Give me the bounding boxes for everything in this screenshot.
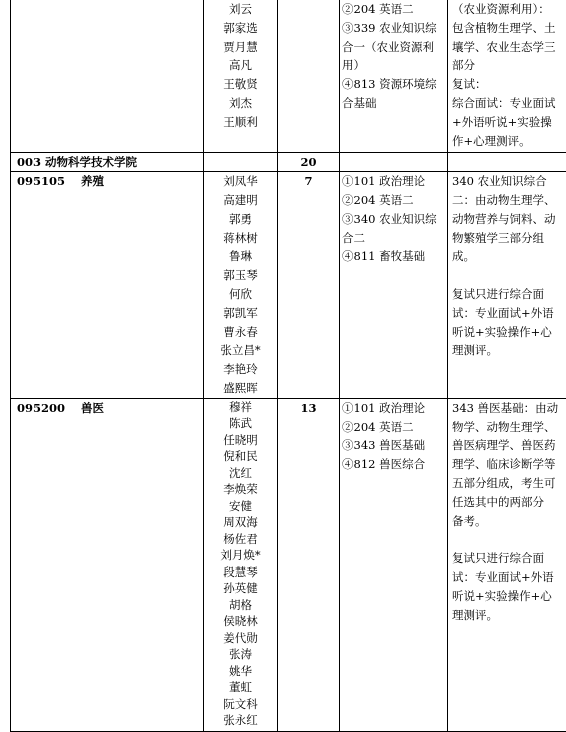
supervisor-name: 郭家选 [204, 19, 277, 38]
supervisor-name: 姚华 [204, 663, 277, 680]
exam-subjects-cell [340, 172, 448, 399]
major-code: 095200 [17, 401, 65, 415]
supervisor-name: 姜代勋 [204, 630, 277, 647]
note-line: 340 农业知识综合 [452, 172, 564, 191]
note-line: 物繁殖学三部分组 [452, 229, 564, 248]
quota-cell [278, 172, 340, 399]
exam-subjects-cell [340, 398, 448, 731]
supervisors-cell [204, 0, 278, 152]
supervisor-name: 郭凯军 [204, 304, 277, 323]
exam-subject: 合二 [342, 229, 445, 248]
note-line: 理学、临床诊断学等 [452, 455, 564, 474]
note-line: 包含植物生理学、土 [452, 19, 564, 38]
note-line: 试：专业面试+外语 [452, 304, 564, 323]
supervisor-name: 陈武 [204, 415, 277, 432]
supervisor-name: 王顺利 [204, 113, 277, 132]
supervisor-name: 穆祥 [204, 399, 277, 416]
table-row [11, 172, 566, 399]
exam-subject: 合一（农业资源利 [342, 38, 445, 57]
supervisor-name: 高建明 [204, 191, 277, 210]
major-title: 兽医 [81, 401, 104, 415]
table-row [11, 398, 566, 731]
supervisor-name: 周双海 [204, 514, 277, 531]
supervisor-name: 何欣 [204, 285, 277, 304]
major-code: 095105 [17, 174, 65, 188]
supervisor-name: 蒋林树 [204, 229, 277, 248]
exam-subject: ④812 兽医综合 [342, 455, 445, 474]
notes-cell [448, 398, 566, 731]
note-line: 壤学、农业生态学三 [452, 38, 564, 57]
supervisor-name: 阮文科 [204, 696, 277, 713]
exam-subject: 用） [342, 56, 445, 75]
supervisor-name: 倪和民 [204, 448, 277, 465]
exam-subject: ②204 英语二 [342, 0, 445, 19]
exam-subject: ④811 畜牧基础 [342, 247, 445, 266]
notes-cell [448, 152, 566, 172]
exam-subject: ③343 兽医基础 [342, 436, 445, 455]
exam-subject: 合基础 [342, 94, 445, 113]
table-row [11, 0, 566, 152]
note-line: 任选其中的两部分 [452, 493, 564, 512]
supervisor-name: 杨佐君 [204, 531, 277, 548]
supervisor-name: 张立昌* [204, 341, 277, 360]
supervisor-name: 张永红 [204, 712, 277, 729]
major-cell [11, 0, 204, 152]
supervisor-name: 郭勇 [204, 210, 277, 229]
note-line: 备考。 [452, 512, 564, 531]
note-spacer [452, 530, 564, 549]
admissions-table [10, 0, 566, 732]
exam-subject: ③340 农业知识综 [342, 210, 445, 229]
note-line: 理测评。 [452, 606, 564, 625]
note-line: 五部分组成，考生可 [452, 474, 564, 493]
supervisor-name: 王敬贤 [204, 75, 277, 94]
supervisor-name: 盛熙晖 [204, 379, 277, 398]
supervisor-name: 胡格 [204, 597, 277, 614]
quota-value: 13 [300, 401, 316, 415]
supervisor-name: 高凡 [204, 56, 277, 75]
note-line: （农业资源利用）： [452, 0, 564, 19]
supervisor-name: 董虹 [204, 679, 277, 696]
supervisor-name: 沈红 [204, 465, 277, 482]
exam-subject: ①101 政治理论 [342, 172, 445, 191]
quota-value: 7 [304, 174, 312, 188]
supervisors-cell [204, 398, 278, 731]
note-line: 物学、动物生理学、 [452, 418, 564, 437]
note-line: 复试只进行综合面 [452, 549, 564, 568]
note-line: 理测评。 [452, 341, 564, 360]
supervisor-name: 郭玉琴 [204, 266, 277, 285]
note-line: 听说+实验操作+心 [452, 323, 564, 342]
note-line: 343 兽医基础：由动 [452, 399, 564, 418]
supervisors-cell [204, 152, 278, 172]
supervisor-name: 李艳玲 [204, 360, 277, 379]
note-line: 复试： [452, 75, 564, 94]
exam-subject: ①101 政治理论 [342, 399, 445, 418]
supervisor-name: 侯晓林 [204, 613, 277, 630]
exam-subject: ②204 英语二 [342, 191, 445, 210]
supervisor-name: 曹永春 [204, 323, 277, 342]
supervisors-cell [204, 172, 278, 399]
supervisor-name: 李焕荣 [204, 481, 277, 498]
college-code: 003 [17, 155, 41, 169]
notes-cell [448, 0, 566, 152]
exam-subjects-cell [340, 0, 448, 152]
quota-cell [278, 0, 340, 152]
major-cell [11, 398, 204, 731]
quota-value: 20 [300, 155, 316, 169]
supervisor-name: 段慧琴 [204, 564, 277, 581]
note-line: 综合面试：专业面试 [452, 94, 564, 113]
supervisor-name: 刘凤华 [204, 172, 277, 191]
supervisor-name: 刘月焕* [204, 547, 277, 564]
exam-subject: ③339 农业知识综 [342, 19, 445, 38]
college-title: 动物科学技术学院 [45, 155, 137, 169]
quota-cell [278, 152, 340, 172]
exam-subject: ②204 英语二 [342, 418, 445, 437]
supervisor-name: 贾月慧 [204, 38, 277, 57]
note-line: 作+心理测评。 [452, 132, 564, 151]
note-line: 兽医病理学、兽医药 [452, 436, 564, 455]
note-line: 试：专业面试+外语 [452, 568, 564, 587]
supervisor-name: 任晓明 [204, 432, 277, 449]
note-line: 听说+实验操作+心 [452, 587, 564, 606]
notes-cell [448, 172, 566, 399]
major-cell [11, 172, 204, 399]
supervisor-name: 刘杰 [204, 94, 277, 113]
note-line: 成。 [452, 247, 564, 266]
quota-cell [278, 398, 340, 731]
note-line: 复试只进行综合面 [452, 285, 564, 304]
note-spacer [452, 266, 564, 285]
exam-subjects-cell [340, 152, 448, 172]
note-line: 部分 [452, 56, 564, 75]
exam-subject: ④813 资源环境综 [342, 75, 445, 94]
note-line: 动物营养与饲料、动 [452, 210, 564, 229]
supervisor-name: 刘云 [204, 0, 277, 19]
table-row [11, 152, 566, 172]
supervisor-name: 安健 [204, 498, 277, 515]
supervisor-name: 孙英健 [204, 580, 277, 597]
note-line: 二：由动物生理学、 [452, 191, 564, 210]
college-cell [11, 152, 204, 172]
supervisor-name: 鲁琳 [204, 247, 277, 266]
supervisor-name: 张涛 [204, 646, 277, 663]
note-line: +外语听说+实验操 [452, 113, 564, 132]
major-title: 养殖 [81, 174, 104, 188]
